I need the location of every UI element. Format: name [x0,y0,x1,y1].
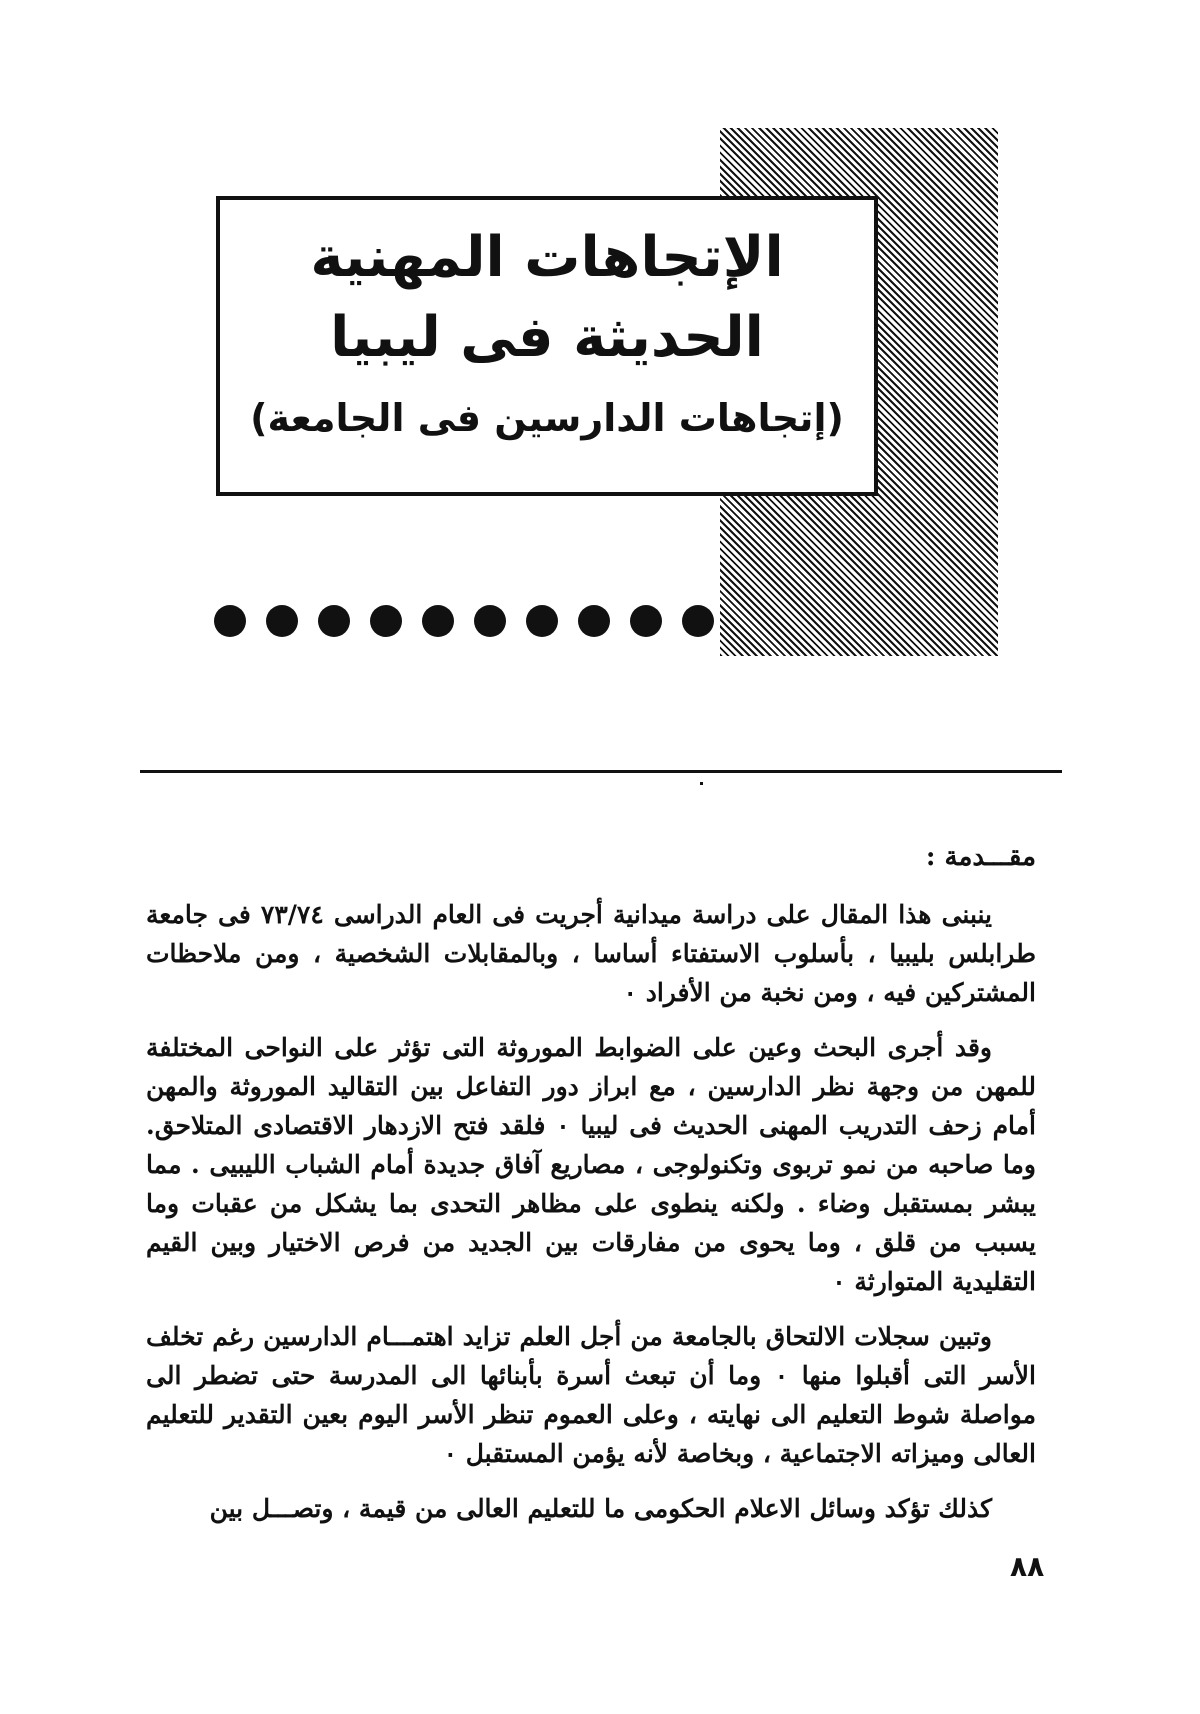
dot-ornament [526,605,558,637]
dot-ornament [578,605,610,637]
dot-ornament [630,605,662,637]
dot-ornament [474,605,506,637]
dot-ornament [266,605,298,637]
horizontal-divider [140,770,1062,773]
divider-mark [700,782,703,785]
dot-ornament [318,605,350,637]
paragraph-2: وقد أجرى البحث وعين على الضوابط الموروثة التى تؤثر على النواحى المختلفة للمهن من وجهة نظر الدارسين ، مع ابراز دور التفاعل بين التقاليد الموروثة والمهن أمام زحف التدريب المهنى الحديث فى ليبيا ٠ فلقد فتح الازدهار الاقتصادى المتلاحق. وما صاحبه من نمو تربوى وتكنولوجى ، مصاريع آفاق جديدة أمام الشباب الليبيى . مما يبشر بمستقبل وضاء . ولكنه ينطوى على مظاهر التحدى بما يشكل من عقبات وما يسبب من قلق ، وما يحوى من مفارقات بين الجديد من فرص الاختيار وبين القيم التقليدية المتوارثة ٠ [146,1033,1037,1296]
page-number: ٨٨ [1010,1550,1045,1583]
dot-ornament [682,605,714,637]
article-title-line1: الإتجاهات المهنية [310,225,784,290]
dot-ornament [370,605,402,637]
decorative-dots [214,604,714,638]
paragraph-1: ينبنى هذا المقال على دراسة ميدانية أجريت فى العام الدراسى ٧٣/٧٤ فى جامعة طرابلس بليبيا ، بأسلوب الاستفتاء أساسا ، وبالمقابلات الشخصية ، ومن ملاحظات المشتركين فيه ، ومن نخبة من الأفراد ٠ [146,900,1036,1007]
article-title-line2: الحديثة فى ليبيا [330,305,764,370]
paragraph-3: وتبين سجلات الالتحاق بالجامعة من أجل العلم تزايد اهتمـــام الدارسين رغم تخلف الأسر التى أقبلوا منها ٠ وما أن تبعث أسرة بأبنائها الى المدرسة حتى تضطر الى مواصلة شوط التعليم الى نهايته ، وعلى العموم تنظر الأسر اليوم بعين التقدير للتعليم العالى وميزاته الاجتماعية ، وبخاصة لأنه يؤمن المستقبل ٠ [146,1322,1037,1468]
paragraph-4: كذلك تؤكد وسائل الاعلام الحكومى ما للتعليم العالى من قيمة ، وتصـــل بين [209,1494,992,1523]
article-subtitle: (إتجاهات الدارسين فى الجامعة) [250,396,844,440]
dot-ornament [422,605,454,637]
title-box [216,196,878,496]
article-body [146,838,1036,1544]
dot-ornament [214,605,246,637]
section-heading: مقـــدمة : [925,842,1036,872]
